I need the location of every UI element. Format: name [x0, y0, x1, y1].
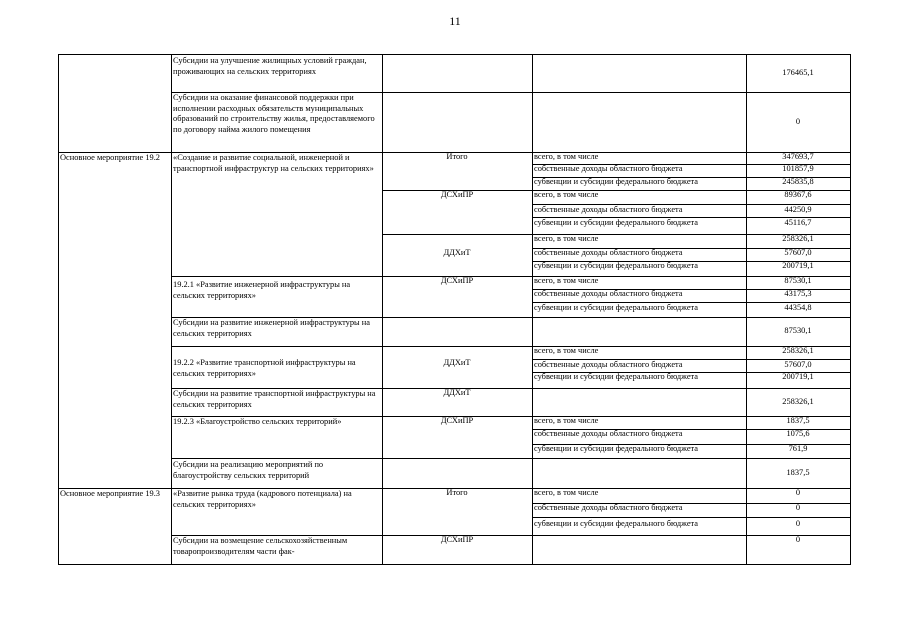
subsidy-description: Субсидии на оказание финансовой поддержки при исполнении расходных обязательств муниципальных образований по строительству жилья, предоставляемого по договору найма жилого помещения	[173, 93, 375, 134]
indicator-label: собственные доходы областного бюджета	[534, 205, 683, 214]
indicator-label: всего, в том числе	[534, 152, 599, 161]
amount-value: 87530,1	[784, 326, 812, 336]
executor-label: ДДХиТ	[443, 358, 471, 367]
amount-value: 0	[795, 519, 801, 528]
indicator-label: всего, в том числе	[534, 276, 599, 285]
amount-value: 176465,1	[782, 67, 814, 77]
amount-value: 258326,1	[782, 346, 814, 355]
amount-value: 101857,9	[782, 164, 814, 173]
amount-value: 0	[795, 535, 801, 544]
amount-value: 347693,7	[782, 152, 814, 161]
amount-value: 1075,6	[786, 429, 810, 438]
table-bottom-border	[58, 564, 851, 565]
indicator-label: субвенции и субсидии федерального бюджета	[534, 303, 699, 312]
amount-value: 200719,1	[782, 261, 814, 270]
amount-value: 200719,1	[782, 372, 814, 381]
subsidy-description: Субсидии на развитие транспортной инфраструктуры на сельских территориях	[173, 389, 376, 409]
indicator-label: субвенции и субсидии федерального бюджета	[534, 372, 699, 381]
amount-value: 44354,8	[784, 303, 812, 312]
indicator-label: собственные доходы областного бюджета	[534, 360, 683, 369]
executor-label: Итого	[446, 488, 468, 497]
activity-description: «Создание и развитие социальной, инженерной и транспортной инфраструктур на сельских территориях»	[173, 153, 374, 173]
amount-value: 258326,1	[782, 234, 814, 243]
indicator-label: всего, в том числе	[534, 416, 599, 425]
executor-label: ДДХиТ	[443, 248, 471, 257]
amount-value: 258326,1	[782, 396, 814, 406]
amount-value: 57607,0	[784, 248, 812, 257]
subsidy-description: Субсидии на возмещение сельскохозяйственным товаропроизводителям части фак-	[173, 536, 348, 556]
executor-label: ДДХиТ	[443, 388, 471, 397]
executor-label: ДСХиПР	[440, 416, 474, 425]
amount-value: 761,9	[788, 444, 808, 453]
amount-value: 0	[795, 488, 801, 497]
indicator-label: субвенции и субсидии федерального бюджета	[534, 519, 699, 528]
indicator-label: собственные доходы областного бюджета	[534, 289, 683, 298]
amount-value: 0	[795, 503, 801, 512]
indicator-label: всего, в том числе	[534, 346, 599, 355]
subsidy-description: Субсидии на реализацию мероприятий по благоустройству сельских территорий	[173, 460, 324, 480]
amount-value: 87530,1	[784, 276, 812, 285]
activity-description: «Развитие рынка труда (кадрового потенциала) на сельских территориях»	[173, 489, 352, 509]
amount-value: 1837,5	[786, 467, 810, 477]
indicator-label: всего, в том числе	[534, 234, 599, 243]
amount-value: 43175,3	[784, 289, 812, 298]
indicator-label: всего, в том числе	[534, 488, 599, 497]
amount-value: 1837,5	[786, 416, 810, 425]
indicator-label: собственные доходы областного бюджета	[534, 248, 683, 257]
amount-value: 0	[795, 116, 801, 126]
executor-label: ДСХиПР	[440, 276, 474, 285]
row-divider	[532, 517, 851, 518]
indicator-label: субвенции и субсидии федерального бюджета	[534, 218, 699, 227]
subactivity-description: 19.2.2 «Развитие транспортной инфраструктуры на сельских территориях»	[173, 358, 356, 378]
executor-label: Итого	[446, 152, 468, 161]
indicator-label: субвенции и субсидии федерального бюджета	[534, 261, 699, 270]
subactivity-description: 19.2.3 «Благоустройство сельских территорий»	[173, 417, 342, 426]
executor-label: ДСХиПР	[440, 535, 474, 544]
subsidy-description: Субсидии на улучшение жилищных условий граждан, проживающих на сельских территориях	[173, 56, 367, 76]
indicator-label: собственные доходы областного бюджета	[534, 503, 683, 512]
amount-value: 45116,7	[784, 218, 812, 227]
page-number: 11	[449, 14, 461, 28]
indicator-label: собственные доходы областного бюджета	[534, 429, 683, 438]
amount-value: 245835,8	[782, 177, 814, 186]
indicator-label: субвенции и субсидии федерального бюджета	[534, 444, 699, 453]
indicator-label: субвенции и субсидии федерального бюджета	[534, 177, 699, 186]
indicator-label: всего, в том числе	[534, 190, 599, 199]
table-top-border	[58, 54, 851, 55]
activity-name: Основное мероприятие 19.2	[60, 153, 160, 162]
budget-table	[58, 54, 850, 564]
subactivity-description: 19.2.1 «Развитие инженерной инфраструктуры на сельских территориях»	[173, 280, 351, 300]
amount-value: 57607,0	[784, 360, 812, 369]
amount-value: 44250,9	[784, 205, 812, 214]
executor-label: ДСХиПР	[440, 190, 474, 199]
amount-value: 89367,6	[784, 190, 812, 199]
activity-name: Основное мероприятие 19.3	[60, 489, 160, 498]
subsidy-description: Субсидии на развитие инженерной инфраструктуры на сельских территориях	[173, 318, 370, 338]
indicator-label: собственные доходы областного бюджета	[534, 164, 683, 173]
